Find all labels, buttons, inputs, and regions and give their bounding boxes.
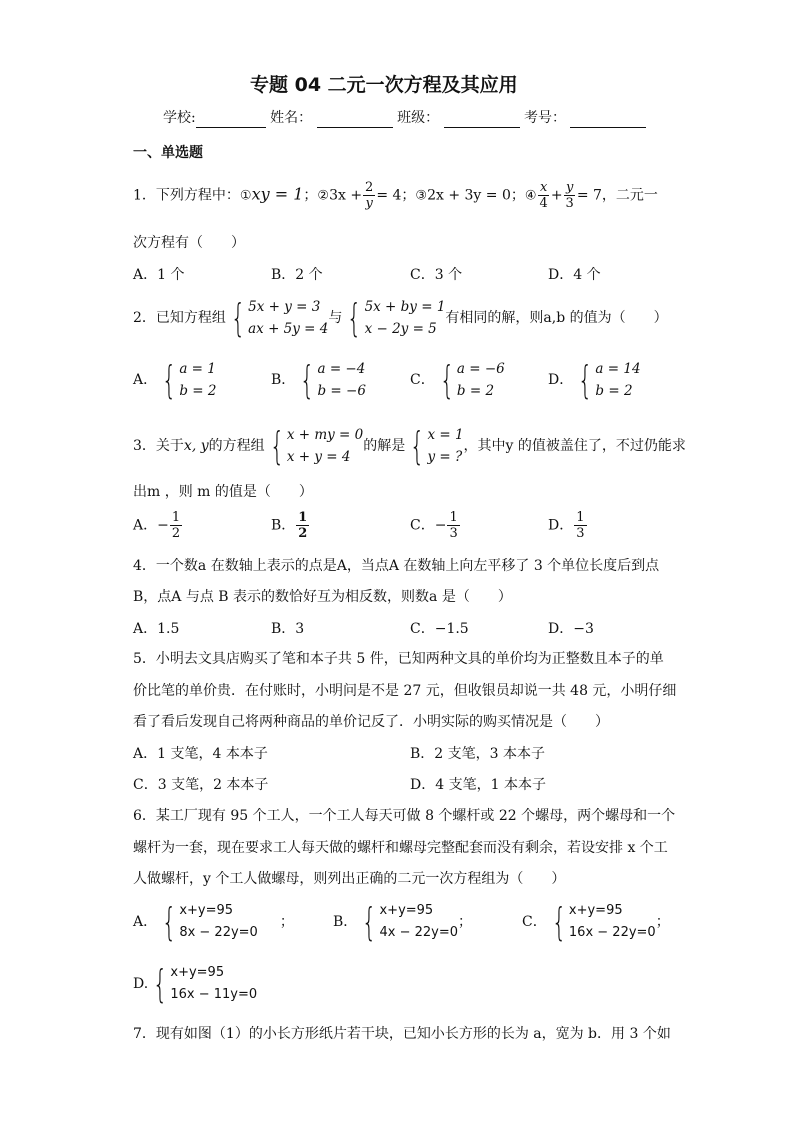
q4-option-d[interactable]: D．−3 [548,621,594,637]
q1-sep3: ； [510,187,525,204]
q2-option-a[interactable] [133,358,216,402]
q1-sep1: ； [303,187,318,204]
opt-frac [574,510,586,541]
school-blank[interactable] [196,113,266,128]
sys-row: x − 2y = 5 [364,321,437,337]
q6-option-d[interactable] [133,962,257,1006]
sys-row: b = 2 [179,383,217,399]
opt-label: D． [548,372,574,388]
sys-row: x + y = 4 [286,449,351,465]
frac-num: 1 [298,510,308,525]
q1-sep2: ； [401,187,416,204]
frac-den: 4 [539,196,548,211]
question-3 [133,424,686,468]
opt-system [157,358,216,402]
class-blank[interactable] [444,113,520,128]
sys-row: b = 2 [456,383,495,399]
sys-row: 4x − 22y=0 [379,925,459,940]
opt-label: D. [133,976,149,992]
sys-row: b = −6 [317,383,366,399]
circle-4: ④ [524,188,537,204]
q3-vars: x, y [183,438,209,454]
brace: { [230,296,246,340]
q2-system-1 [226,296,328,340]
opt-label: D． [548,517,574,534]
frac-num: x [540,180,548,195]
q5-option-a[interactable]: A．1 支笔，4 本本子 [133,746,268,762]
brace: { [300,358,315,402]
brace: { [153,962,168,1006]
opt-label: A． [133,517,158,534]
q3-system-2 [405,424,463,468]
q3-system-1 [265,424,364,468]
opt-label: C． [522,914,547,930]
opt-label: B． [333,914,358,930]
q5-line1: 5．小明去文具店购买了笔和本子共 5 件，已知两种文具的单价均为正整数且本子的单 [133,651,664,667]
opt-label: C． [410,372,435,388]
q1-line2: 次方程有（ ） [133,235,245,251]
q6-line1: 6．某工厂现有 95 个工人，一个工人每天可做 8 个螺杆或 22 个螺母，两个螺母和一个 [133,808,676,824]
sys-row: x+y=95 [170,965,225,980]
q1-frac-2y [363,180,375,211]
q6-option-a[interactable] [133,900,294,944]
page-title: 专题 04 二元一次方程及其应用 [250,74,518,96]
sys-row: y = ? [427,449,463,465]
q1-option-d[interactable]: D．4 个 [548,267,601,283]
q4-option-a[interactable]: A．1.5 [133,621,180,637]
opt-system [357,900,458,944]
q1-plus: + [550,187,563,204]
frac-num: 1 [171,510,181,525]
q2-option-d[interactable] [548,358,641,402]
q1-option-c[interactable]: C．3 个 [410,267,463,283]
opt-system [435,358,505,402]
class-label: 班级： [397,110,440,126]
q3-option-a[interactable] [133,510,183,541]
brace: { [362,900,377,944]
sys-row: 5x + by = 1 [364,299,446,315]
number-blank[interactable] [570,113,646,128]
q3-line2: 出m ，则 m 的值是（ ） [133,484,313,500]
circle-1: ① [239,188,252,204]
brace: { [161,900,177,944]
q3-prefix: 3．关于 [133,438,184,454]
q6-line2: 螺杆为一套，现在要求工人每天做的螺杆和螺母完整配套而没有剩余，若设安排 x 个工 [133,840,668,856]
sys-row: 8x − 22y=0 [179,925,258,940]
q2-suffix: 有相同的解，则a,b 的值为（ ） [445,310,668,326]
sys-row: ax + 5y = 4 [248,321,329,337]
q1-option-b[interactable]: B．2 个 [271,267,323,283]
header-fields [163,108,646,128]
frac-den: 3 [449,526,458,541]
q1-eq3: 2x + 3y = 0 [427,187,511,204]
opt-label: A． [133,372,158,388]
q6-line3: 人做螺杆，y 个工人做螺母，则列出正确的二元一次方程组为（ ） [133,871,566,887]
q7-line1: 7．现有如图（1）的小长方形纸片若干块，已知小长方形的长为 a，宽为 b．用 3 个如 [133,1026,671,1042]
frac-num: 1 [576,510,585,525]
q2-system-2 [342,296,445,340]
number-label: 考号： [523,110,566,126]
opt-label: B． [271,517,296,534]
opt-frac [170,510,182,541]
section-heading: 一、单选题 [133,145,203,161]
q5-option-c[interactable]: C．3 支笔，2 本本子 [133,777,269,793]
opt-system [547,900,656,944]
frac-num: 2 [365,180,374,195]
opt-system [157,900,258,944]
frac-den: 3 [565,196,574,211]
frac-den: 2 [298,526,308,541]
sys-row: x+y=95 [379,903,434,918]
opt-label: A． [133,914,158,930]
opt-system [573,358,640,402]
q3-option-d[interactable] [548,510,588,541]
q4-option-c[interactable]: C．−1.5 [410,621,469,637]
frac-num: y [566,180,574,195]
opt-label: C． [410,517,435,534]
opt-frac [296,510,309,541]
q4-line2: B，点A 与点 B 表示的数恰好互为相反数，则数a 是（ ） [133,589,512,605]
circle-2: ② [317,188,330,204]
q1-eq2a: 3x + [329,187,363,204]
q1-frac-y3 [564,180,576,211]
q3-mid2: 的解是 [363,438,406,454]
opt-system [148,962,257,1006]
sys-row: 16x − 11y=0 [170,987,258,1002]
q1-option-a[interactable]: A．1 个 [133,267,185,283]
brace: { [578,358,593,402]
sys-row: x = 1 [427,427,464,443]
frac-den: y [365,196,373,211]
sys-row: a = 14 [595,361,641,377]
q1-eq4b: = 7 [576,187,602,204]
q5-option-d[interactable]: D．4 支笔，1 本本子 [410,777,546,793]
sys-row: x+y=95 [179,903,234,918]
sys-row: a = −6 [456,361,505,377]
brace: { [410,424,425,468]
sys-row: b = 2 [595,383,633,399]
brace: { [551,900,567,944]
q4-line1: 4．一个数a 在数轴上表示的点是A，当点A 在数轴上向左平移了 3 个单位长度后到点 [133,558,660,574]
opt-sep: ； [655,914,670,930]
q5-line3: 看了看后发现自己将两种商品的单价记反了．小明实际的购买情况是（ ） [133,714,609,730]
q6-option-c[interactable] [522,900,670,944]
brace: { [347,296,362,340]
opt-sign: − [434,517,447,534]
q2-mid: 与 [328,310,343,326]
sys-row: x+y=95 [568,903,623,918]
q1-prefix: 1．下列方程中： [133,187,240,204]
opt-sep: ； [458,914,473,930]
sys-row: 5x + y = 3 [248,299,321,315]
sys-row: a = −4 [317,361,366,377]
brace: { [269,424,284,468]
opt-label: B． [271,372,296,388]
opt-frac [447,510,459,541]
frac-den: 2 [171,526,181,541]
name-label: 姓名： [270,110,313,126]
q1-frac-x4 [538,180,550,211]
q5-option-b[interactable]: B．2 支笔，3 本本子 [410,746,546,762]
q1-eq2b: = 4 [376,187,402,204]
q4-option-b[interactable]: B．3 [271,621,305,637]
question-1 [133,180,658,211]
opt-sign: − [157,517,169,534]
q1-suffix: ，二元一 [601,187,658,204]
sys-row: x + my = 0 [286,427,364,443]
q6-option-b[interactable] [333,900,472,944]
q3-option-b[interactable] [271,510,310,541]
sys-row: 16x − 22y=0 [568,925,656,940]
frac-num: 1 [449,510,458,525]
q3-suffix: ，其中y 的值被盖住了，不过仍能求 [463,438,686,454]
circle-3: ③ [415,188,428,204]
q2-prefix: 2．已知方程组 [133,310,226,326]
q2-option-b[interactable] [271,358,366,402]
school-label: 学校: [163,110,196,126]
name-blank[interactable] [317,113,393,128]
q3-mid1: 的方程组 [208,438,265,454]
brace: { [439,358,455,402]
opt-system [295,358,366,402]
q2-option-c[interactable] [410,358,505,402]
sys-row: a = 1 [179,361,216,377]
brace: { [161,358,177,402]
q5-line2: 价比笔的单价贵．在付账时，小明问是不是 27 元，但收银员却说一共 48 元，小明仔细 [133,683,677,699]
question-2 [133,296,668,340]
opt-sep: ； [279,914,294,930]
q3-option-c[interactable] [410,510,461,541]
frac-den: 3 [576,526,585,541]
q1-eq1: xy = 1 [251,184,304,204]
